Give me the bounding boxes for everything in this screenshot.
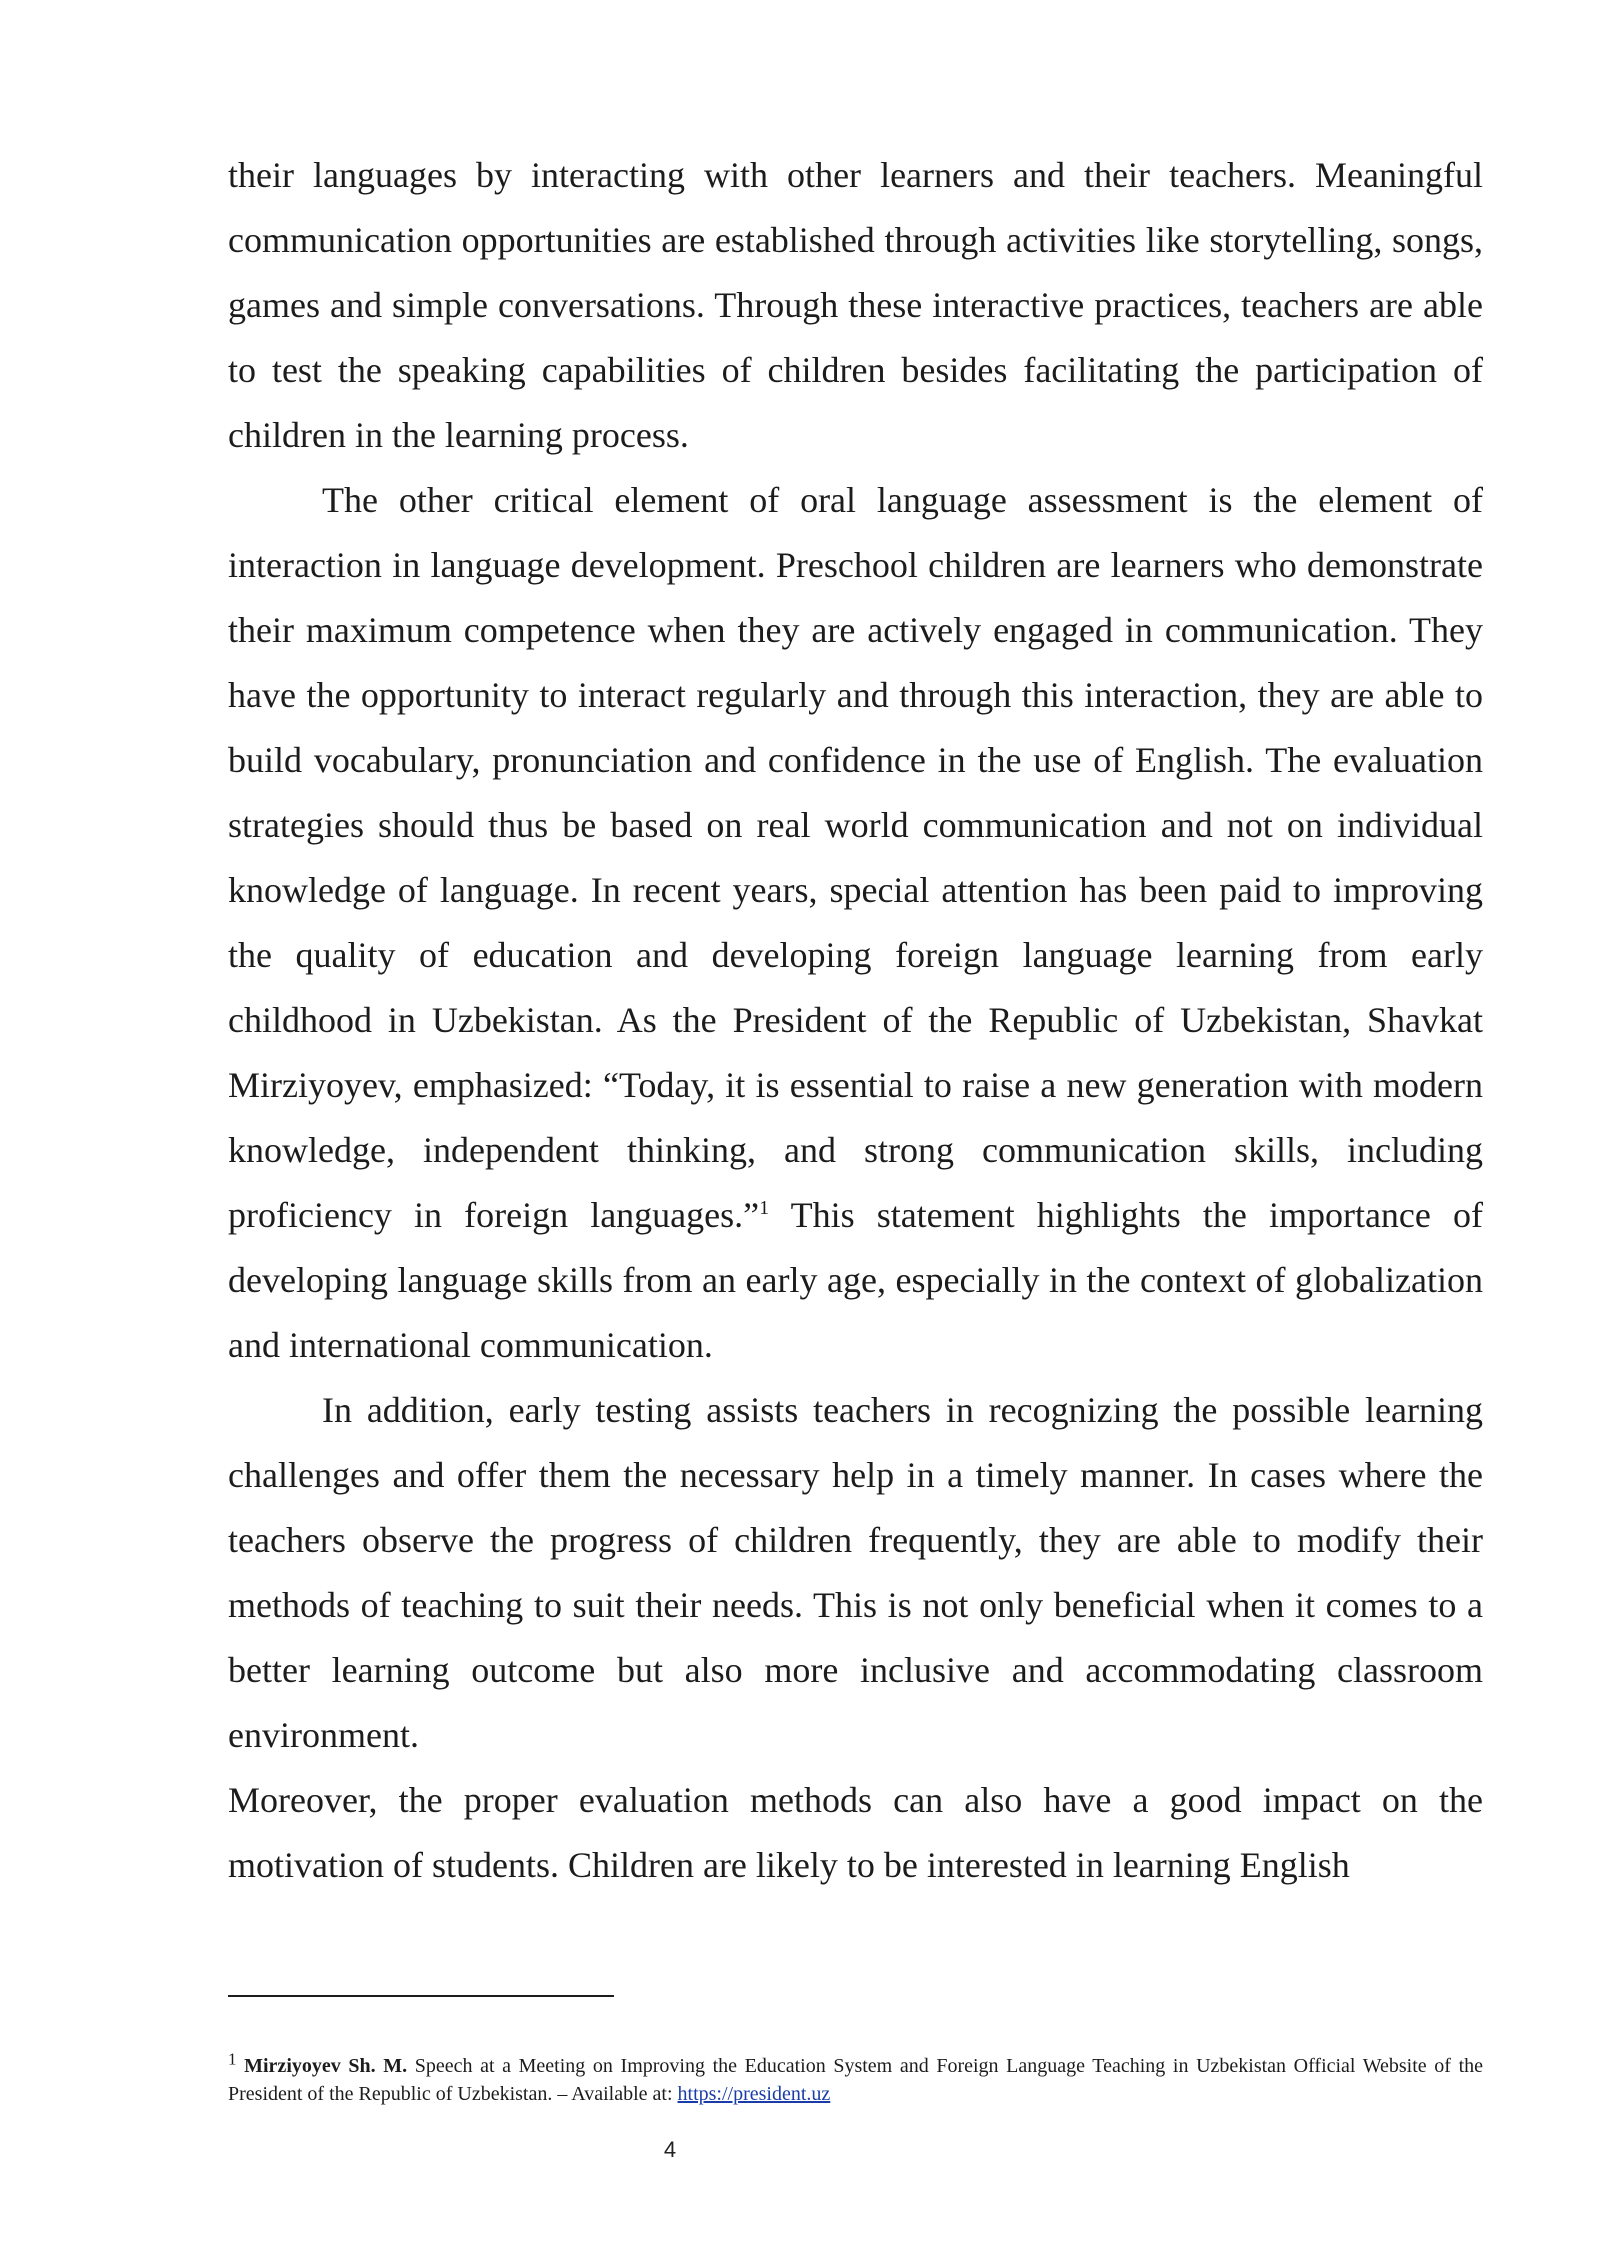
footnote-text: Speech at a Meeting on Improving the Education System and Foreign Language Teaching in Uzbekistan Official Website of the President of the Republic of Uzbekistan. – Available at:	[228, 2055, 1483, 2105]
page-number: 4	[663, 2137, 677, 2162]
paragraph-3: In addition, early testing assists teachers in recognizing the possible learning challenges and offer them the necessary help in a timely manner. In cases where the teachers observe the progress of children frequently, they are able to modify their methods of teaching to suit their needs. This is not only beneficial when it comes to a better learning outcome but also more inclusive and accommodating classroom environment.	[228, 1390, 1483, 1755]
footnote	[228, 2049, 1483, 2108]
paragraph-2-text: The other critical element of oral language assessment is the element of interaction in language development. Preschool children are learners who demonstrate their maximum competence when they are actively engaged in communication. They have the opportunity to interact regularly and through this interaction, they are able to build vocabulary, pronunciation and confidence in the use of English. The evaluation strategies should thus be based on real world communication and not on individual knowledge of language. In recent years, special attention has been paid to improving the quality of education and developing foreign language learning from early childhood in Uzbekistan. As the President of the Republic of Uzbekistan, Shavkat Mirziyoyev, emphasized: “Today, it is essential to raise a new generation with modern knowledge, independent thinking, and strong communication skills, including proficiency in foreign languages.”	[228, 480, 1483, 1235]
paragraph-1: their languages by interacting with other learners and their teachers. Meaningful communication opportunities are established through activities like storytelling, songs, games and simple conversations. Through these interactive practices, teachers are able to test the speaking capabilities of children besides facilitating the participation of children in the learning process.	[228, 155, 1483, 455]
paragraph-4: Moreover, the proper evaluation methods can also have a good impact on the motivation of students. Children are likely to be interested in learning English	[228, 1780, 1483, 1885]
paragraph-2	[228, 468, 1483, 1378]
body-text	[228, 143, 1483, 1898]
paragraph-2-continuation: This statement highlights the importance of developing language skills from an early age, especially in the context of globalization and international communication.	[228, 1195, 1483, 1365]
footnote-separator	[228, 1995, 614, 1997]
footnote-reference[interactable]: 1	[759, 1197, 770, 1219]
footnote-author: Mirziyoyev Sh. M.	[244, 2055, 408, 2077]
footnote-link[interactable]: https://president.uz	[677, 2083, 831, 2105]
footnote-marker: 1	[228, 2049, 237, 2069]
